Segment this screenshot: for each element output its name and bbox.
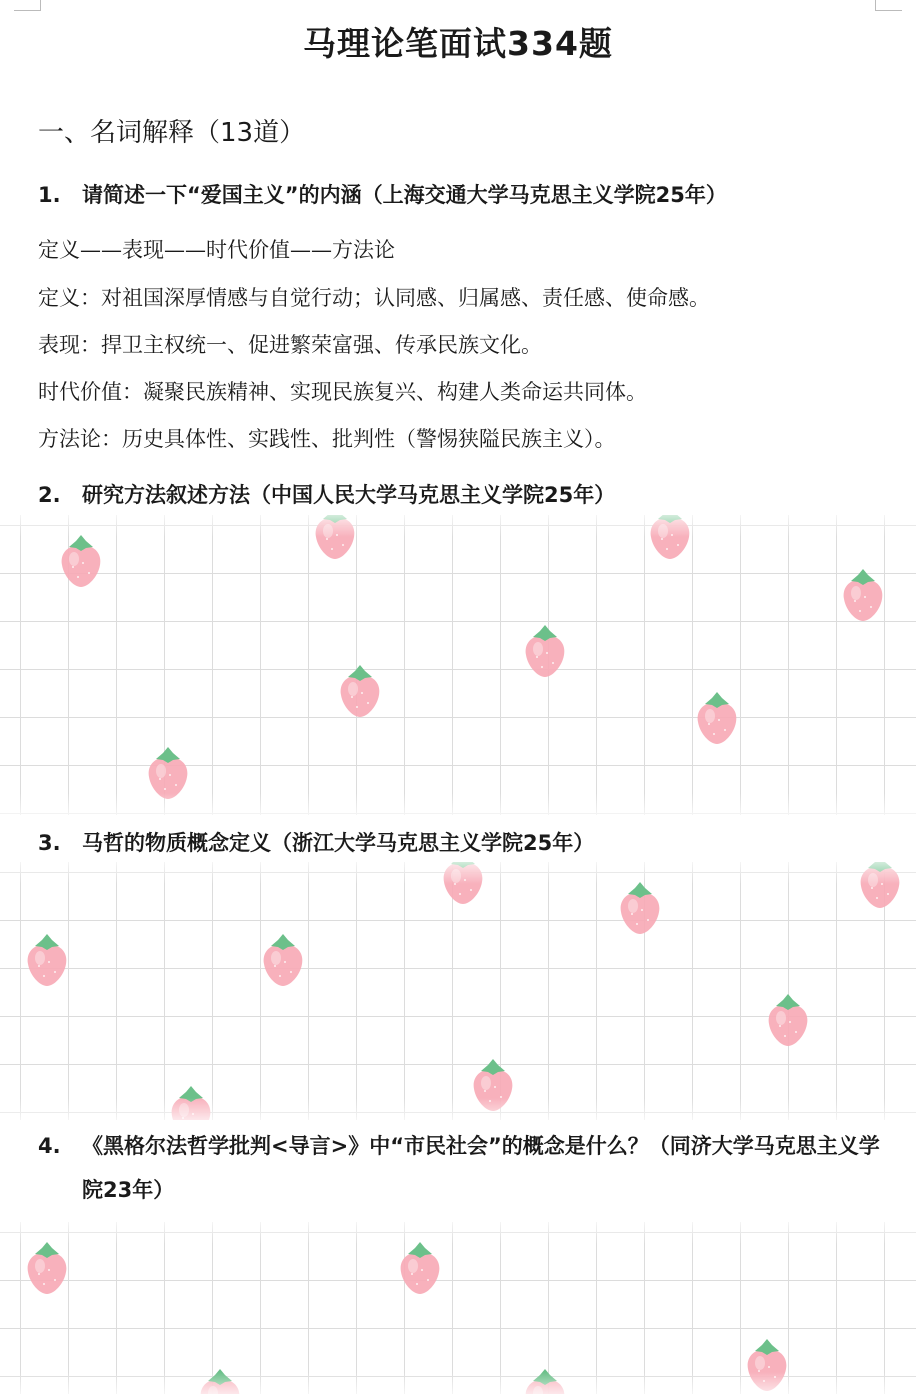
question-2: [38, 473, 888, 517]
question-3: [38, 821, 888, 865]
strawberry-icon: [838, 567, 888, 623]
answer-outline: 定义——表现——时代价值——方法论: [38, 238, 395, 262]
question-number: 2.: [38, 483, 61, 507]
strawberry-icon: [22, 932, 72, 988]
strawberry-icon: [645, 515, 695, 561]
strawberry-icon: [468, 1057, 518, 1113]
question-text: 请简述一下“爱国主义”的内涵（上海交通大学马克思主义学院25年）: [82, 183, 727, 207]
answer-methodology: 方法论：历史具体性、实践性、批判性（警惕狭隘民族主义）。: [38, 427, 616, 451]
question-number: 1.: [38, 183, 61, 207]
answer-cover-grid-2: [0, 862, 916, 1120]
strawberry-icon: [195, 1367, 245, 1394]
question-1: [38, 173, 888, 217]
strawberry-icon: [692, 690, 742, 746]
strawberry-icon: [395, 1240, 445, 1296]
strawberry-icon: [56, 533, 106, 589]
strawberry-icon: [855, 862, 905, 910]
strawberry-icon: [438, 862, 488, 906]
strawberry-icon: [520, 623, 570, 679]
question-text: 马哲的物质概念定义（浙江大学马克思主义学院25年）: [82, 831, 595, 855]
strawberry-icon: [520, 1367, 570, 1394]
strawberry-icon: [763, 992, 813, 1048]
page-corner-mark-left: [14, 0, 41, 11]
strawberry-icon: [166, 1084, 216, 1120]
question-number: 3.: [38, 831, 61, 855]
answer-era-value: 时代价值：凝聚民族精神、实现民族复兴、构建人类命运共同体。: [38, 380, 647, 404]
question-4: [38, 1124, 888, 1212]
document-title: 马理论笔面试334题: [303, 24, 613, 63]
strawberry-icon: [742, 1337, 792, 1393]
page-corner-mark-right: [875, 0, 902, 11]
strawberry-icon: [335, 663, 385, 719]
answer-cover-grid-3: [0, 1222, 916, 1394]
answer-definition: 定义：对祖国深厚情感与自觉行动；认同感、归属感、责任感、使命感。: [38, 286, 710, 310]
strawberry-icon: [258, 932, 308, 988]
answer-manifestation: 表现：捍卫主权统一、促进繁荣富强、传承民族文化。: [38, 333, 542, 357]
strawberry-icon: [22, 1240, 72, 1296]
answer-cover-grid-1: [0, 515, 916, 815]
section-heading: 一、名词解释（13道）: [38, 118, 306, 148]
strawberry-icon: [310, 515, 360, 561]
strawberry-icon: [143, 745, 193, 801]
question-number: 4.: [38, 1134, 61, 1158]
question-text: 《黑格尔法哲学批判<导言>》中“市民社会”的概念是什么？（同济大学马克思主义学院23年）: [82, 1134, 880, 1202]
question-text: 研究方法叙述方法（中国人民大学马克思主义学院25年）: [82, 483, 616, 507]
strawberry-icon: [615, 880, 665, 936]
